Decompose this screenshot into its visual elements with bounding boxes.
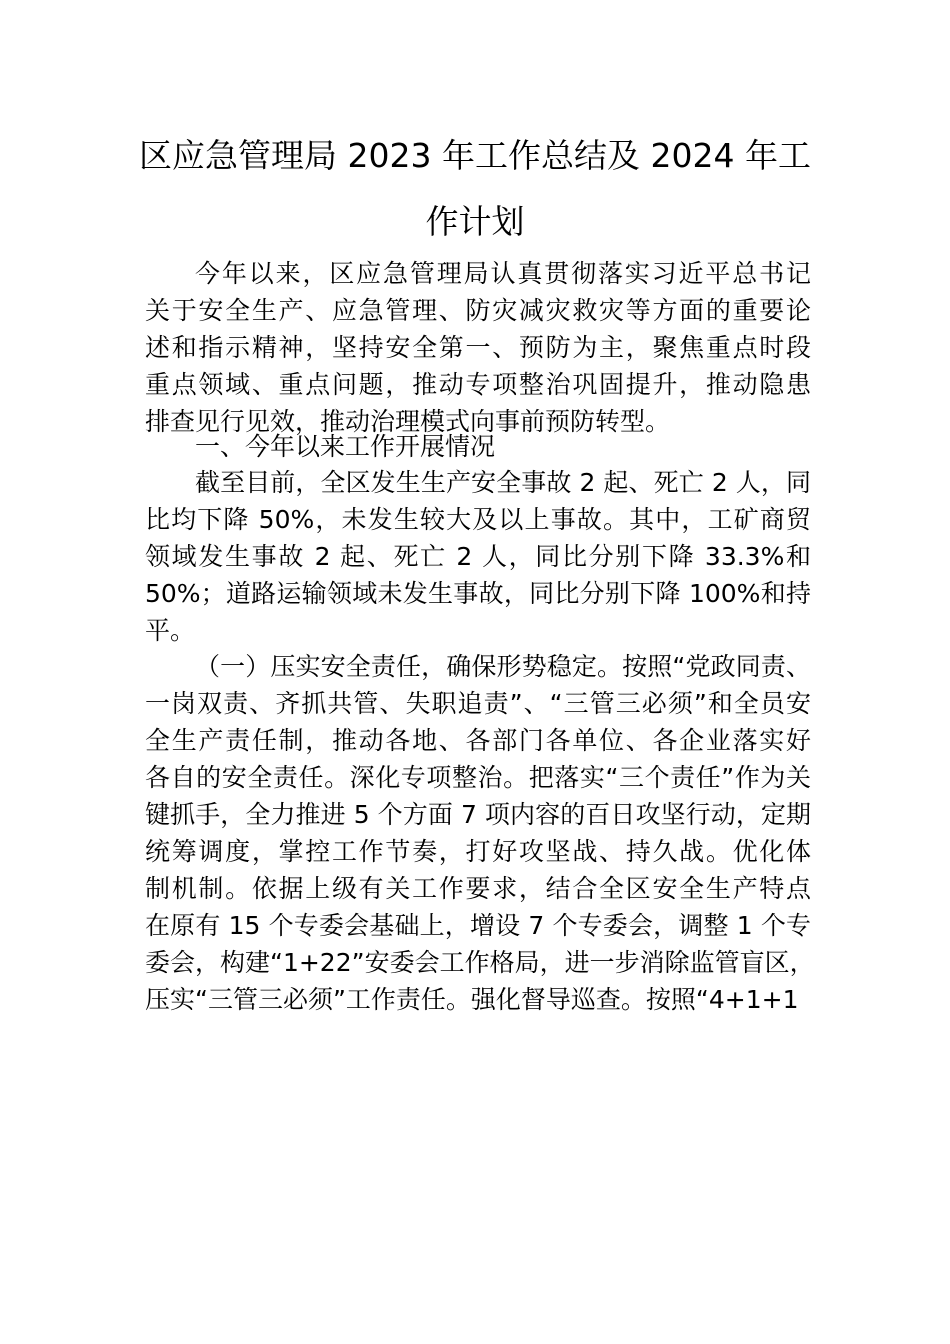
paragraph-intro-line: 述和指示精神，坚持安全第一、预防为主，聚焦重点时段 [145,333,811,362]
paragraph-responsibility-line: 一岗双责、齐抓共管、失职追责”、“三管三必须”和全员安 [145,689,811,718]
paragraph-stats-line: 截至目前，全区发生生产安全事故 2 起、死亡 2 人，同 [195,468,811,497]
paragraph-stats-line: 领域发生事故 2 起、死亡 2 人，同比分别下降 33.3%和 [145,542,811,571]
paragraph-intro-line: 重点领域、重点问题，推动专项整治巩固提升，推动隐患 [145,370,811,399]
paragraph-responsibility-line: 键抓手，全力推进 5 个方面 7 项内容的百日攻坚行动，定期 [145,800,811,829]
document-title-line-1: 区应急管理局 2023 年工作总结及 2024 年工 [139,136,811,175]
document-title-line-2: 作计划 [425,202,525,241]
section-heading-1: 一、今年以来工作开展情况 [195,432,496,461]
paragraph-responsibility-line: 各自的安全责任。深化专项整治。把落实“三个责任”作为关 [145,763,811,792]
paragraph-intro-line: 今年以来，区应急管理局认真贯彻落实习近平总书记 [195,259,811,288]
paragraph-intro-line: 关于安全生产、应急管理、防灾减灾救灾等方面的重要论 [145,296,811,325]
paragraph-intro-line: 排查见行见效，推动治理模式向事前预防转型。 [145,407,671,436]
paragraph-responsibility-line: 委会，构建“1+22”安委会工作格局，进一步消除监管盲区， [145,948,815,977]
paragraph-responsibility-line: 制机制。依据上级有关工作要求，结合全区安全生产特点 [145,874,811,903]
paragraph-responsibility-line: 全生产责任制，推动各地、各部门各单位、各企业落实好 [145,726,811,755]
paragraph-responsibility-line: 压实“三管三必须”工作责任。强化督导巡查。按照“4+1+1 [145,985,799,1014]
paragraph-responsibility-line: 在原有 15 个专委会基础上，增设 7 个专委会，调整 1 个专 [145,911,811,940]
paragraph-stats-line: 平。 [145,616,196,645]
paragraph-responsibility-line: （一）压实安全责任，确保形势稳定。按照“党政同责、 [195,652,811,681]
paragraph-stats-line: 比均下降 50%，未发生较大及以上事故。其中，工矿商贸 [145,505,811,534]
paragraph-responsibility-line: 统筹调度，掌控工作节奏，打好攻坚战、持久战。优化体 [145,837,811,866]
paragraph-stats-line: 50%；道路运输领域未发生事故，同比分别下降 100%和持 [145,579,811,608]
